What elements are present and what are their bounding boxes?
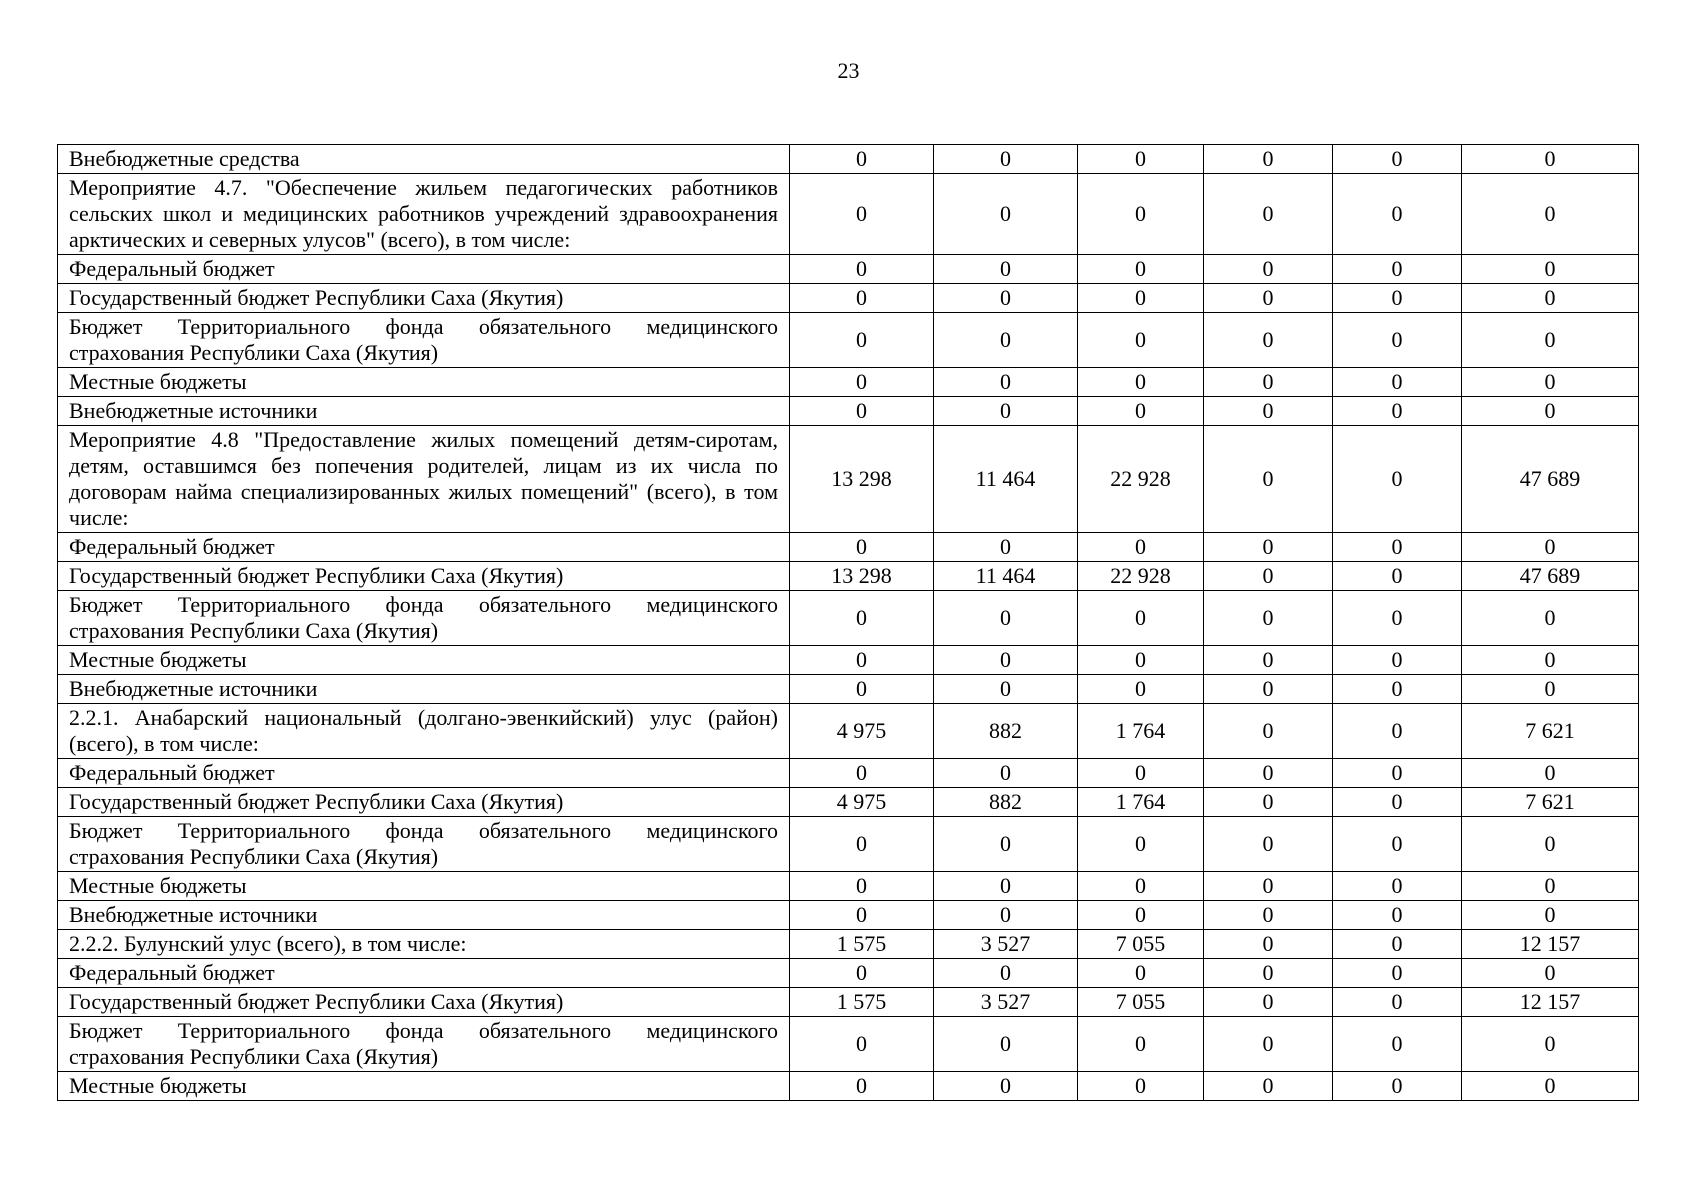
value-cell-6: 0 <box>1462 959 1639 988</box>
value-cell-1: 4 975 <box>790 704 934 759</box>
value-cell-5: 0 <box>1333 368 1462 397</box>
value-cell-6: 47 689 <box>1462 562 1639 591</box>
table-row <box>58 533 1639 562</box>
row-label: Внебюджетные источники <box>58 675 790 704</box>
value-cell-2: 0 <box>934 284 1078 313</box>
value-cell-2: 0 <box>934 817 1078 872</box>
value-cell-6: 0 <box>1462 313 1639 368</box>
row-label: Бюджет Территориального фонда обязательного медицинского страхования Республики Саха (Якутия) <box>58 1017 790 1072</box>
value-cell-1: 0 <box>790 145 934 174</box>
value-cell-3: 0 <box>1078 646 1204 675</box>
value-cell-3: 0 <box>1078 174 1204 255</box>
value-cell-5: 0 <box>1333 930 1462 959</box>
row-label: Мероприятие 4.7. "Обеспечение жильем педагогических работников сельских школ и медицинских работников учреждений здравоохранения арктических и северных улусов" (всего), в том числе: <box>58 174 790 255</box>
value-cell-6: 47 689 <box>1462 426 1639 533</box>
value-cell-2: 0 <box>934 646 1078 675</box>
value-cell-2: 882 <box>934 788 1078 817</box>
value-cell-6: 0 <box>1462 533 1639 562</box>
row-label: Бюджет Территориального фонда обязательного медицинского страхования Республики Саха (Якутия) <box>58 817 790 872</box>
value-cell-4: 0 <box>1204 368 1333 397</box>
table-row <box>58 255 1639 284</box>
value-cell-5: 0 <box>1333 901 1462 930</box>
value-cell-6: 12 157 <box>1462 930 1639 959</box>
page-number: 23 <box>837 58 860 83</box>
table-row <box>58 872 1639 901</box>
value-cell-3: 7 055 <box>1078 930 1204 959</box>
table-row <box>58 368 1639 397</box>
value-cell-6: 0 <box>1462 397 1639 426</box>
table-row <box>58 284 1639 313</box>
table-row <box>58 817 1639 872</box>
row-label: Местные бюджеты <box>58 368 790 397</box>
value-cell-3: 1 764 <box>1078 704 1204 759</box>
value-cell-2: 0 <box>934 901 1078 930</box>
value-cell-3: 0 <box>1078 1072 1204 1101</box>
value-cell-4: 0 <box>1204 397 1333 426</box>
value-cell-1: 0 <box>790 759 934 788</box>
row-label: Государственный бюджет Республики Саха (Якутия) <box>58 284 790 313</box>
value-cell-2: 3 527 <box>934 988 1078 1017</box>
value-cell-3: 0 <box>1078 675 1204 704</box>
row-label: Государственный бюджет Республики Саха (Якутия) <box>58 988 790 1017</box>
value-cell-4: 0 <box>1204 426 1333 533</box>
table-row <box>58 901 1639 930</box>
value-cell-4: 0 <box>1204 646 1333 675</box>
table-row <box>58 174 1639 255</box>
value-cell-1: 0 <box>790 901 934 930</box>
row-label: 2.2.2. Булунский улус (всего), в том числе: <box>58 930 790 959</box>
value-cell-3: 0 <box>1078 533 1204 562</box>
value-cell-6: 0 <box>1462 901 1639 930</box>
value-cell-1: 0 <box>790 368 934 397</box>
value-cell-2: 0 <box>934 591 1078 646</box>
row-label: Федеральный бюджет <box>58 255 790 284</box>
value-cell-4: 0 <box>1204 533 1333 562</box>
row-label: Федеральный бюджет <box>58 759 790 788</box>
row-label: Внебюджетные средства <box>58 145 790 174</box>
value-cell-1: 0 <box>790 284 934 313</box>
value-cell-3: 22 928 <box>1078 426 1204 533</box>
table-row <box>58 788 1639 817</box>
value-cell-4: 0 <box>1204 145 1333 174</box>
table-row <box>58 704 1639 759</box>
value-cell-1: 13 298 <box>790 562 934 591</box>
value-cell-6: 0 <box>1462 872 1639 901</box>
value-cell-2: 882 <box>934 704 1078 759</box>
value-cell-1: 0 <box>790 313 934 368</box>
value-cell-3: 0 <box>1078 145 1204 174</box>
value-cell-5: 0 <box>1333 675 1462 704</box>
value-cell-6: 7 621 <box>1462 704 1639 759</box>
row-label: Местные бюджеты <box>58 1072 790 1101</box>
table-row <box>58 426 1639 533</box>
value-cell-1: 0 <box>790 591 934 646</box>
row-label: Государственный бюджет Республики Саха (Якутия) <box>58 562 790 591</box>
value-cell-6: 12 157 <box>1462 988 1639 1017</box>
value-cell-3: 0 <box>1078 313 1204 368</box>
value-cell-1: 0 <box>790 646 934 675</box>
value-cell-2: 11 464 <box>934 562 1078 591</box>
table-row <box>58 646 1639 675</box>
value-cell-5: 0 <box>1333 562 1462 591</box>
value-cell-2: 0 <box>934 255 1078 284</box>
value-cell-3: 0 <box>1078 759 1204 788</box>
value-cell-2: 0 <box>934 1017 1078 1072</box>
value-cell-5: 0 <box>1333 174 1462 255</box>
value-cell-2: 0 <box>934 313 1078 368</box>
value-cell-1: 13 298 <box>790 426 934 533</box>
value-cell-2: 0 <box>934 872 1078 901</box>
value-cell-2: 11 464 <box>934 426 1078 533</box>
value-cell-3: 0 <box>1078 591 1204 646</box>
value-cell-4: 0 <box>1204 930 1333 959</box>
budget-table <box>57 144 1639 1101</box>
value-cell-1: 0 <box>790 1017 934 1072</box>
value-cell-6: 7 621 <box>1462 788 1639 817</box>
value-cell-3: 0 <box>1078 901 1204 930</box>
value-cell-1: 0 <box>790 1072 934 1101</box>
row-label: Мероприятие 4.8 "Предоставление жилых помещений детям-сиротам, детям, оставшимся без попечения родителей, лицам из их числа по договорам найма специализированных жилых помещений" (всего), в том числе: <box>58 426 790 533</box>
table-row <box>58 759 1639 788</box>
value-cell-3: 1 764 <box>1078 788 1204 817</box>
value-cell-6: 0 <box>1462 759 1639 788</box>
value-cell-2: 0 <box>934 145 1078 174</box>
row-label: Государственный бюджет Республики Саха (Якутия) <box>58 788 790 817</box>
value-cell-3: 0 <box>1078 817 1204 872</box>
value-cell-5: 0 <box>1333 817 1462 872</box>
value-cell-4: 0 <box>1204 872 1333 901</box>
value-cell-2: 0 <box>934 368 1078 397</box>
value-cell-5: 0 <box>1333 988 1462 1017</box>
value-cell-5: 0 <box>1333 255 1462 284</box>
value-cell-5: 0 <box>1333 533 1462 562</box>
value-cell-6: 0 <box>1462 1017 1639 1072</box>
value-cell-3: 22 928 <box>1078 562 1204 591</box>
table-row <box>58 988 1639 1017</box>
table-row <box>58 959 1639 988</box>
value-cell-6: 0 <box>1462 646 1639 675</box>
table-row <box>58 930 1639 959</box>
table-row <box>58 591 1639 646</box>
table-row <box>58 145 1639 174</box>
value-cell-3: 0 <box>1078 255 1204 284</box>
value-cell-6: 0 <box>1462 284 1639 313</box>
value-cell-5: 0 <box>1333 591 1462 646</box>
value-cell-4: 0 <box>1204 1017 1333 1072</box>
row-label: Бюджет Территориального фонда обязательного медицинского страхования Республики Саха (Якутия) <box>58 313 790 368</box>
row-label: Внебюджетные источники <box>58 901 790 930</box>
value-cell-6: 0 <box>1462 145 1639 174</box>
value-cell-3: 0 <box>1078 959 1204 988</box>
value-cell-6: 0 <box>1462 817 1639 872</box>
value-cell-3: 0 <box>1078 397 1204 426</box>
value-cell-5: 0 <box>1333 313 1462 368</box>
value-cell-2: 0 <box>934 1072 1078 1101</box>
value-cell-4: 0 <box>1204 817 1333 872</box>
value-cell-2: 0 <box>934 759 1078 788</box>
value-cell-6: 0 <box>1462 591 1639 646</box>
value-cell-4: 0 <box>1204 255 1333 284</box>
row-label: Местные бюджеты <box>58 872 790 901</box>
value-cell-4: 0 <box>1204 704 1333 759</box>
value-cell-2: 0 <box>934 397 1078 426</box>
value-cell-1: 0 <box>790 959 934 988</box>
value-cell-1: 0 <box>790 255 934 284</box>
value-cell-3: 7 055 <box>1078 988 1204 1017</box>
table-row <box>58 1017 1639 1072</box>
value-cell-3: 0 <box>1078 872 1204 901</box>
value-cell-3: 0 <box>1078 284 1204 313</box>
value-cell-5: 0 <box>1333 759 1462 788</box>
value-cell-6: 0 <box>1462 255 1639 284</box>
value-cell-5: 0 <box>1333 646 1462 675</box>
value-cell-4: 0 <box>1204 174 1333 255</box>
value-cell-6: 0 <box>1462 174 1639 255</box>
value-cell-1: 0 <box>790 872 934 901</box>
value-cell-5: 0 <box>1333 397 1462 426</box>
table-body <box>58 145 1639 1101</box>
value-cell-5: 0 <box>1333 1072 1462 1101</box>
table-row <box>58 397 1639 426</box>
value-cell-2: 0 <box>934 959 1078 988</box>
value-cell-1: 1 575 <box>790 988 934 1017</box>
row-label: Местные бюджеты <box>58 646 790 675</box>
table-row <box>58 675 1639 704</box>
value-cell-2: 0 <box>934 675 1078 704</box>
value-cell-5: 0 <box>1333 704 1462 759</box>
value-cell-1: 0 <box>790 397 934 426</box>
row-label: Бюджет Территориального фонда обязательного медицинского страхования Республики Саха (Якутия) <box>58 591 790 646</box>
value-cell-6: 0 <box>1462 368 1639 397</box>
row-label: Внебюджетные источники <box>58 397 790 426</box>
row-label: 2.2.1. Анабарский национальный (долгано-эвенкийский) улус (район) (всего), в том числе: <box>58 704 790 759</box>
value-cell-6: 0 <box>1462 675 1639 704</box>
value-cell-5: 0 <box>1333 1017 1462 1072</box>
value-cell-4: 0 <box>1204 675 1333 704</box>
value-cell-4: 0 <box>1204 562 1333 591</box>
value-cell-1: 4 975 <box>790 788 934 817</box>
table-row <box>58 562 1639 591</box>
value-cell-4: 0 <box>1204 759 1333 788</box>
value-cell-5: 0 <box>1333 872 1462 901</box>
value-cell-1: 0 <box>790 675 934 704</box>
value-cell-1: 1 575 <box>790 930 934 959</box>
row-label: Федеральный бюджет <box>58 533 790 562</box>
value-cell-4: 0 <box>1204 313 1333 368</box>
value-cell-2: 0 <box>934 533 1078 562</box>
value-cell-5: 0 <box>1333 959 1462 988</box>
value-cell-5: 0 <box>1333 788 1462 817</box>
value-cell-3: 0 <box>1078 1017 1204 1072</box>
value-cell-1: 0 <box>790 817 934 872</box>
table-row <box>58 313 1639 368</box>
value-cell-4: 0 <box>1204 1072 1333 1101</box>
value-cell-4: 0 <box>1204 591 1333 646</box>
value-cell-4: 0 <box>1204 988 1333 1017</box>
row-label: Федеральный бюджет <box>58 959 790 988</box>
value-cell-4: 0 <box>1204 959 1333 988</box>
table-row <box>58 1072 1639 1101</box>
value-cell-4: 0 <box>1204 788 1333 817</box>
value-cell-4: 0 <box>1204 284 1333 313</box>
value-cell-2: 0 <box>934 174 1078 255</box>
value-cell-3: 0 <box>1078 368 1204 397</box>
value-cell-1: 0 <box>790 174 934 255</box>
value-cell-5: 0 <box>1333 145 1462 174</box>
value-cell-4: 0 <box>1204 901 1333 930</box>
value-cell-5: 0 <box>1333 284 1462 313</box>
value-cell-5: 0 <box>1333 426 1462 533</box>
value-cell-1: 0 <box>790 533 934 562</box>
value-cell-6: 0 <box>1462 1072 1639 1101</box>
value-cell-2: 3 527 <box>934 930 1078 959</box>
